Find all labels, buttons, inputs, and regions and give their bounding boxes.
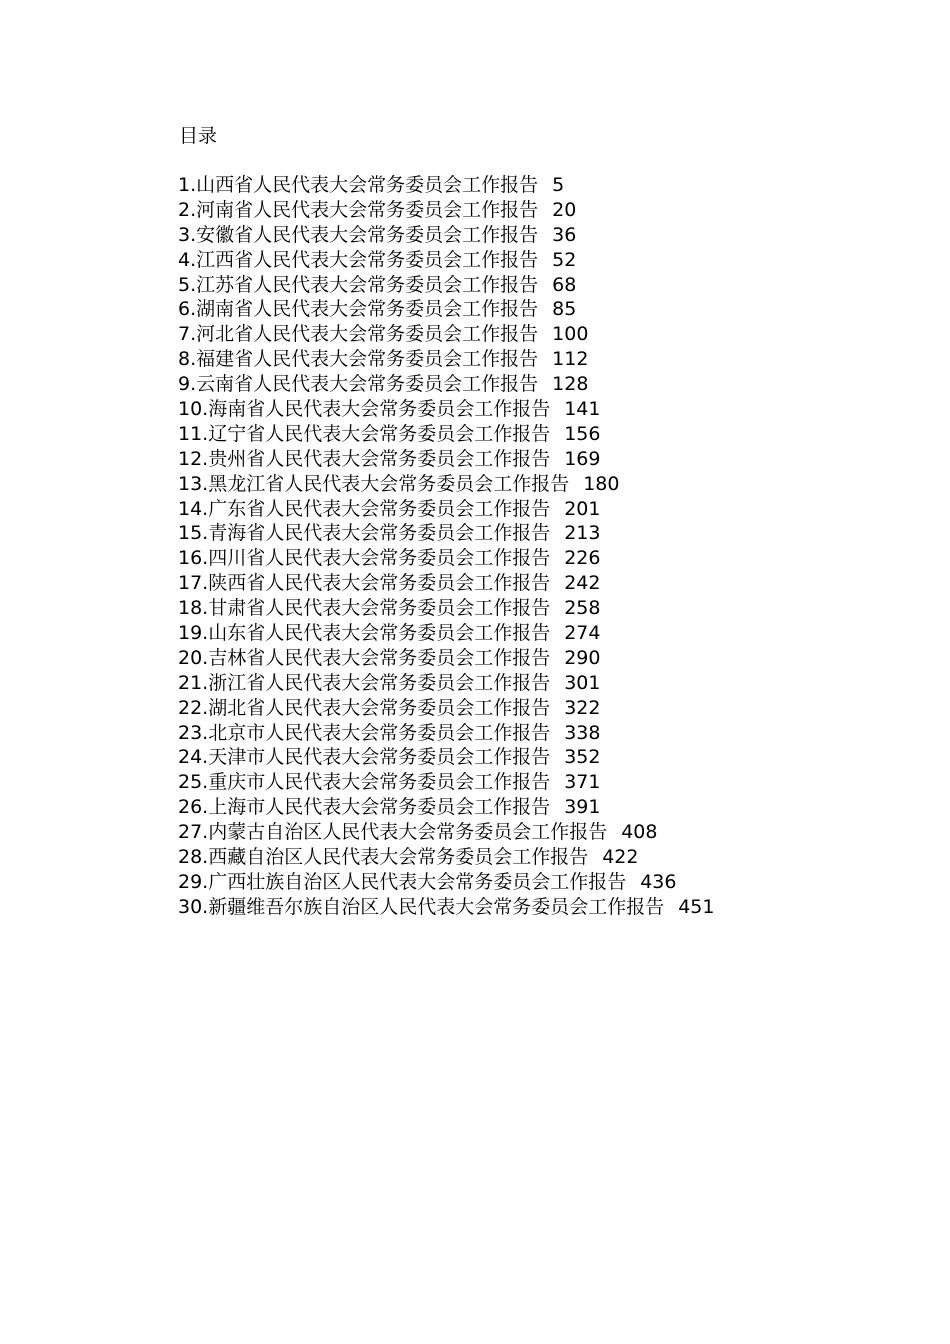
toc-entry-page: 128 [552, 373, 589, 396]
toc-entry [178, 273, 714, 298]
toc-entry-label: 13.黑龙江省人民代表大会常务委员会工作报告 [178, 472, 570, 495]
toc-entry-page: 169 [564, 447, 601, 470]
toc-entry [178, 198, 714, 223]
toc-entry-label: 18.甘肃省人民代表大会常务委员会工作报告 [178, 597, 551, 620]
toc-entry-page: 100 [552, 323, 589, 346]
toc-entry-page: 242 [564, 572, 601, 595]
toc-entry [178, 546, 714, 571]
toc-entry [178, 223, 714, 248]
toc-entry-label: 26.上海市人民代表大会常务委员会工作报告 [178, 796, 551, 819]
toc-entry-label: 12.贵州省人民代表大会常务委员会工作报告 [178, 447, 551, 470]
toc-entry [178, 347, 714, 372]
toc-entry-label: 20.吉林省人民代表大会常务委员会工作报告 [178, 646, 551, 669]
toc-entry-label: 28.西藏自治区人民代表大会常务委员会工作报告 [178, 846, 589, 869]
toc-entry [178, 870, 714, 895]
toc-entry-page: 112 [552, 348, 589, 371]
toc-entry-label: 10.海南省人民代表大会常务委员会工作报告 [178, 398, 551, 421]
toc-title: 目录 [179, 125, 218, 147]
toc-entry-page: 213 [564, 522, 601, 545]
toc-entry-page: 322 [564, 696, 601, 719]
toc-entry-page: 451 [678, 895, 715, 918]
toc-entry [178, 671, 714, 696]
toc-entry [178, 173, 714, 198]
table-of-contents [178, 173, 714, 920]
toc-entry-label: 17.陕西省人民代表大会常务委员会工作报告 [178, 572, 551, 595]
toc-entry [178, 322, 714, 347]
toc-entry-label: 6.湖南省人民代表大会常务委员会工作报告 [178, 298, 539, 321]
toc-entry-label: 15.青海省人民代表大会常务委员会工作报告 [178, 522, 551, 545]
toc-entry-page: 391 [564, 796, 601, 819]
toc-entry-page: 338 [564, 721, 601, 744]
toc-entry [178, 447, 714, 472]
toc-entry-page: 258 [564, 597, 601, 620]
toc-entry [178, 721, 714, 746]
toc-entry-page: 201 [564, 497, 601, 520]
toc-entry-label: 29.广西壮族自治区人民代表大会常务委员会工作报告 [178, 870, 627, 893]
toc-entry [178, 297, 714, 322]
toc-entry-label: 30.新疆维吾尔族自治区人民代表大会常务委员会工作报告 [178, 895, 665, 918]
toc-entry-label: 16.四川省人民代表大会常务委员会工作报告 [178, 547, 551, 570]
toc-entry [178, 845, 714, 870]
toc-entry-page: 352 [564, 746, 601, 769]
toc-entry-page: 290 [564, 646, 601, 669]
toc-entry [178, 820, 714, 845]
toc-entry-page: 68 [552, 273, 577, 296]
toc-entry-label: 11.辽宁省人民代表大会常务委员会工作报告 [178, 422, 551, 445]
toc-entry [178, 497, 714, 522]
toc-entry-page: 436 [640, 870, 677, 893]
toc-entry-label: 5.江苏省人民代表大会常务委员会工作报告 [178, 273, 539, 296]
toc-entry-page: 408 [621, 821, 658, 844]
toc-entry-page: 20 [552, 198, 577, 221]
toc-entry-page: 36 [552, 223, 577, 246]
toc-entry-page: 156 [564, 422, 601, 445]
toc-entry [178, 372, 714, 397]
toc-entry-label: 14.广东省人民代表大会常务委员会工作报告 [178, 497, 551, 520]
toc-entry-label: 21.浙江省人民代表大会常务委员会工作报告 [178, 671, 551, 694]
toc-entry [178, 621, 714, 646]
toc-entry-label: 1.山西省人民代表大会常务委员会工作报告 [178, 174, 539, 196]
toc-entry-label: 22.湖北省人民代表大会常务委员会工作报告 [178, 696, 551, 719]
toc-entry-label: 9.云南省人民代表大会常务委员会工作报告 [178, 373, 539, 396]
toc-entry-label: 4.江西省人民代表大会常务委员会工作报告 [178, 248, 539, 271]
toc-entry-label: 23.北京市人民代表大会常务委员会工作报告 [178, 721, 551, 744]
toc-entry-page: 180 [583, 472, 620, 495]
toc-entry [178, 696, 714, 721]
toc-entry [178, 745, 714, 770]
toc-entry [178, 422, 714, 447]
toc-entry [178, 248, 714, 273]
toc-entry-label: 8.福建省人民代表大会常务委员会工作报告 [178, 348, 539, 371]
toc-entry-label: 24.天津市人民代表大会常务委员会工作报告 [178, 746, 551, 769]
toc-entry-page: 274 [564, 622, 601, 645]
toc-entry-page: 5 [552, 174, 565, 196]
toc-entry-label: 7.河北省人民代表大会常务委员会工作报告 [178, 323, 539, 346]
toc-entry-page: 371 [564, 771, 601, 794]
toc-entry [178, 472, 714, 497]
toc-entry [178, 795, 714, 820]
toc-entry [178, 646, 714, 671]
toc-entry-label: 19.山东省人民代表大会常务委员会工作报告 [178, 622, 551, 645]
toc-entry-page: 141 [564, 398, 601, 421]
toc-entry-page: 85 [552, 298, 577, 321]
toc-entry [178, 397, 714, 422]
toc-entry-page: 301 [564, 671, 601, 694]
toc-entry-page: 226 [564, 547, 601, 570]
toc-entry [178, 571, 714, 596]
toc-entry-page: 422 [602, 846, 639, 869]
toc-entry-label: 25.重庆市人民代表大会常务委员会工作报告 [178, 771, 551, 794]
toc-entry [178, 770, 714, 795]
toc-entry-page: 52 [552, 248, 577, 271]
toc-entry-label: 3.安徽省人民代表大会常务委员会工作报告 [178, 223, 539, 246]
toc-entry [178, 596, 714, 621]
toc-entry [178, 895, 714, 920]
toc-entry-label: 2.河南省人民代表大会常务委员会工作报告 [178, 198, 539, 221]
toc-entry [178, 521, 714, 546]
toc-entry-label: 27.内蒙古自治区人民代表大会常务委员会工作报告 [178, 821, 608, 844]
